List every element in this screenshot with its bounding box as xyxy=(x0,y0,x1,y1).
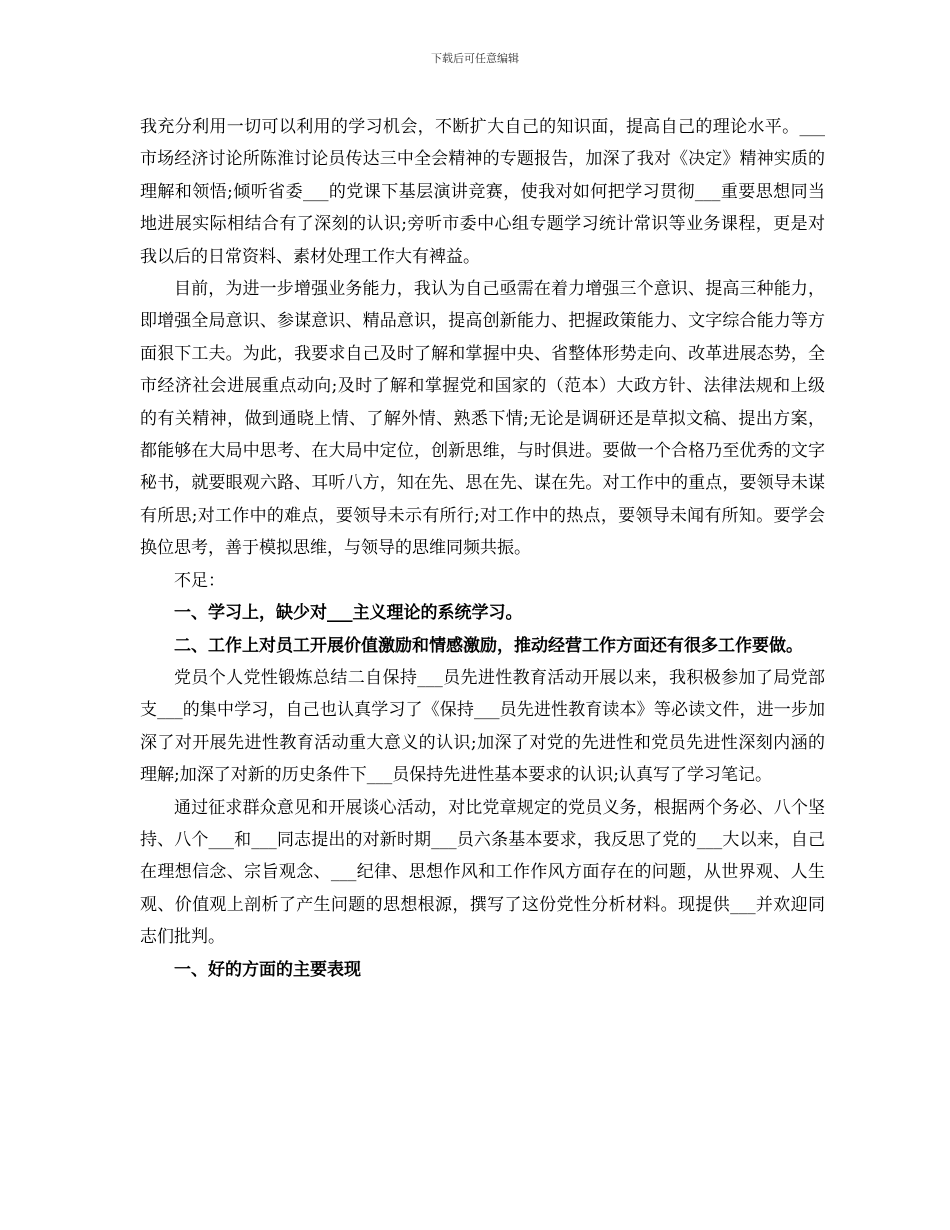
paragraph-shortcomings-heading: 不足： xyxy=(174,570,225,591)
paragraph-learning-opportunities: 我充分利用一切可以利用的学习机会，不断扩大自己的知识面，提高自己的理论水平。___市场经济讨论所陈淮讨论员传达三中全会精神的专题报告，加深了我对《决定》精神实质的理解和领悟;倾听省委___的党课下基层演讲竞赛，使我对如何把学习贯彻___重要思想同当地进展实际相结合有了深刻的认识;旁听市委中心组专题学习统计常识等业务课程，更是对我以后的日常资料、素材处理工作大有裨益。 xyxy=(140,117,825,267)
paragraph-shortcoming-work: 二、工作上对员工开展价值激励和情感激励，推动经营工作方面还有很多工作要做。 xyxy=(174,635,803,656)
document-body xyxy=(140,111,825,986)
paragraph-business-ability: 目前，为进一步增强业务能力，我认为自己亟需在着力增强三个意识、提高三种能力，即增强全局意识、参谋意识、精品意识，提高创新能力、把握政策能力、文字综合能力等方面狠下工夫。为此，我要求自己及时了解和掌握中央、省整体形势走向、改革进展态势，全市经济社会进展重点动向;及时了解和掌握党和国家的（范本）大政方针、法律法规和上级的有关精神，做到通晓上情、了解外情、熟悉下情;无论是调研还是草拟文稿、提出方案，都能够在大局中思考、在大局中定位，创新思维，与时俱进。要做一个合格乃至优秀的文字秘书，就要眼观六路、耳听八方，知在先、思在先、谋在先。对工作中的重点，要领导未谋有所思;对工作中的难点，要领导未示有所行;对工作中的热点，要领导未闻有所知。要学会换位思考，善于模拟思维，与领导的思维同频共振。 xyxy=(140,279,825,559)
paragraph-self-reflection: 通过征求群众意见和开展谈心活动，对比党章规定的党员义务，根据两个务必、八个坚持、八个___和___同志提出的对新时期___员六条基本要求，我反思了党的___大以来，自己在理想信念、宗旨观念、___纪律、思想作风和工作作风方面存在的问题，从世界观、人生观、价值观上剖析了产生问题的思想根源，撰写了这份党性分析材料。现提供___并欢迎同志们批判。 xyxy=(140,797,825,948)
paragraph-shortcoming-study: 一、学习上，缺少对___主义理论的系统学习。 xyxy=(174,603,523,624)
paragraph-summary-two: 党员个人党性锻炼总结二自保持___员先进性教育活动开展以来，我积极参加了局党部支___的集中学习，自己也认真学习了《保持___员先进性教育读本》等必读文件，进一步加深了对开展先进性教育活动重大意义的认识;加深了对党的先进性和党员先进性深刻内涵的理解;加深了对新的历史条件下___员保持先进性基本要求的认识;认真写了学习笔记。 xyxy=(140,667,825,786)
section-heading-good-aspects: 一、好的方面的主要表现 xyxy=(174,959,361,980)
page-header: 下载后可任意编辑 xyxy=(431,52,519,65)
